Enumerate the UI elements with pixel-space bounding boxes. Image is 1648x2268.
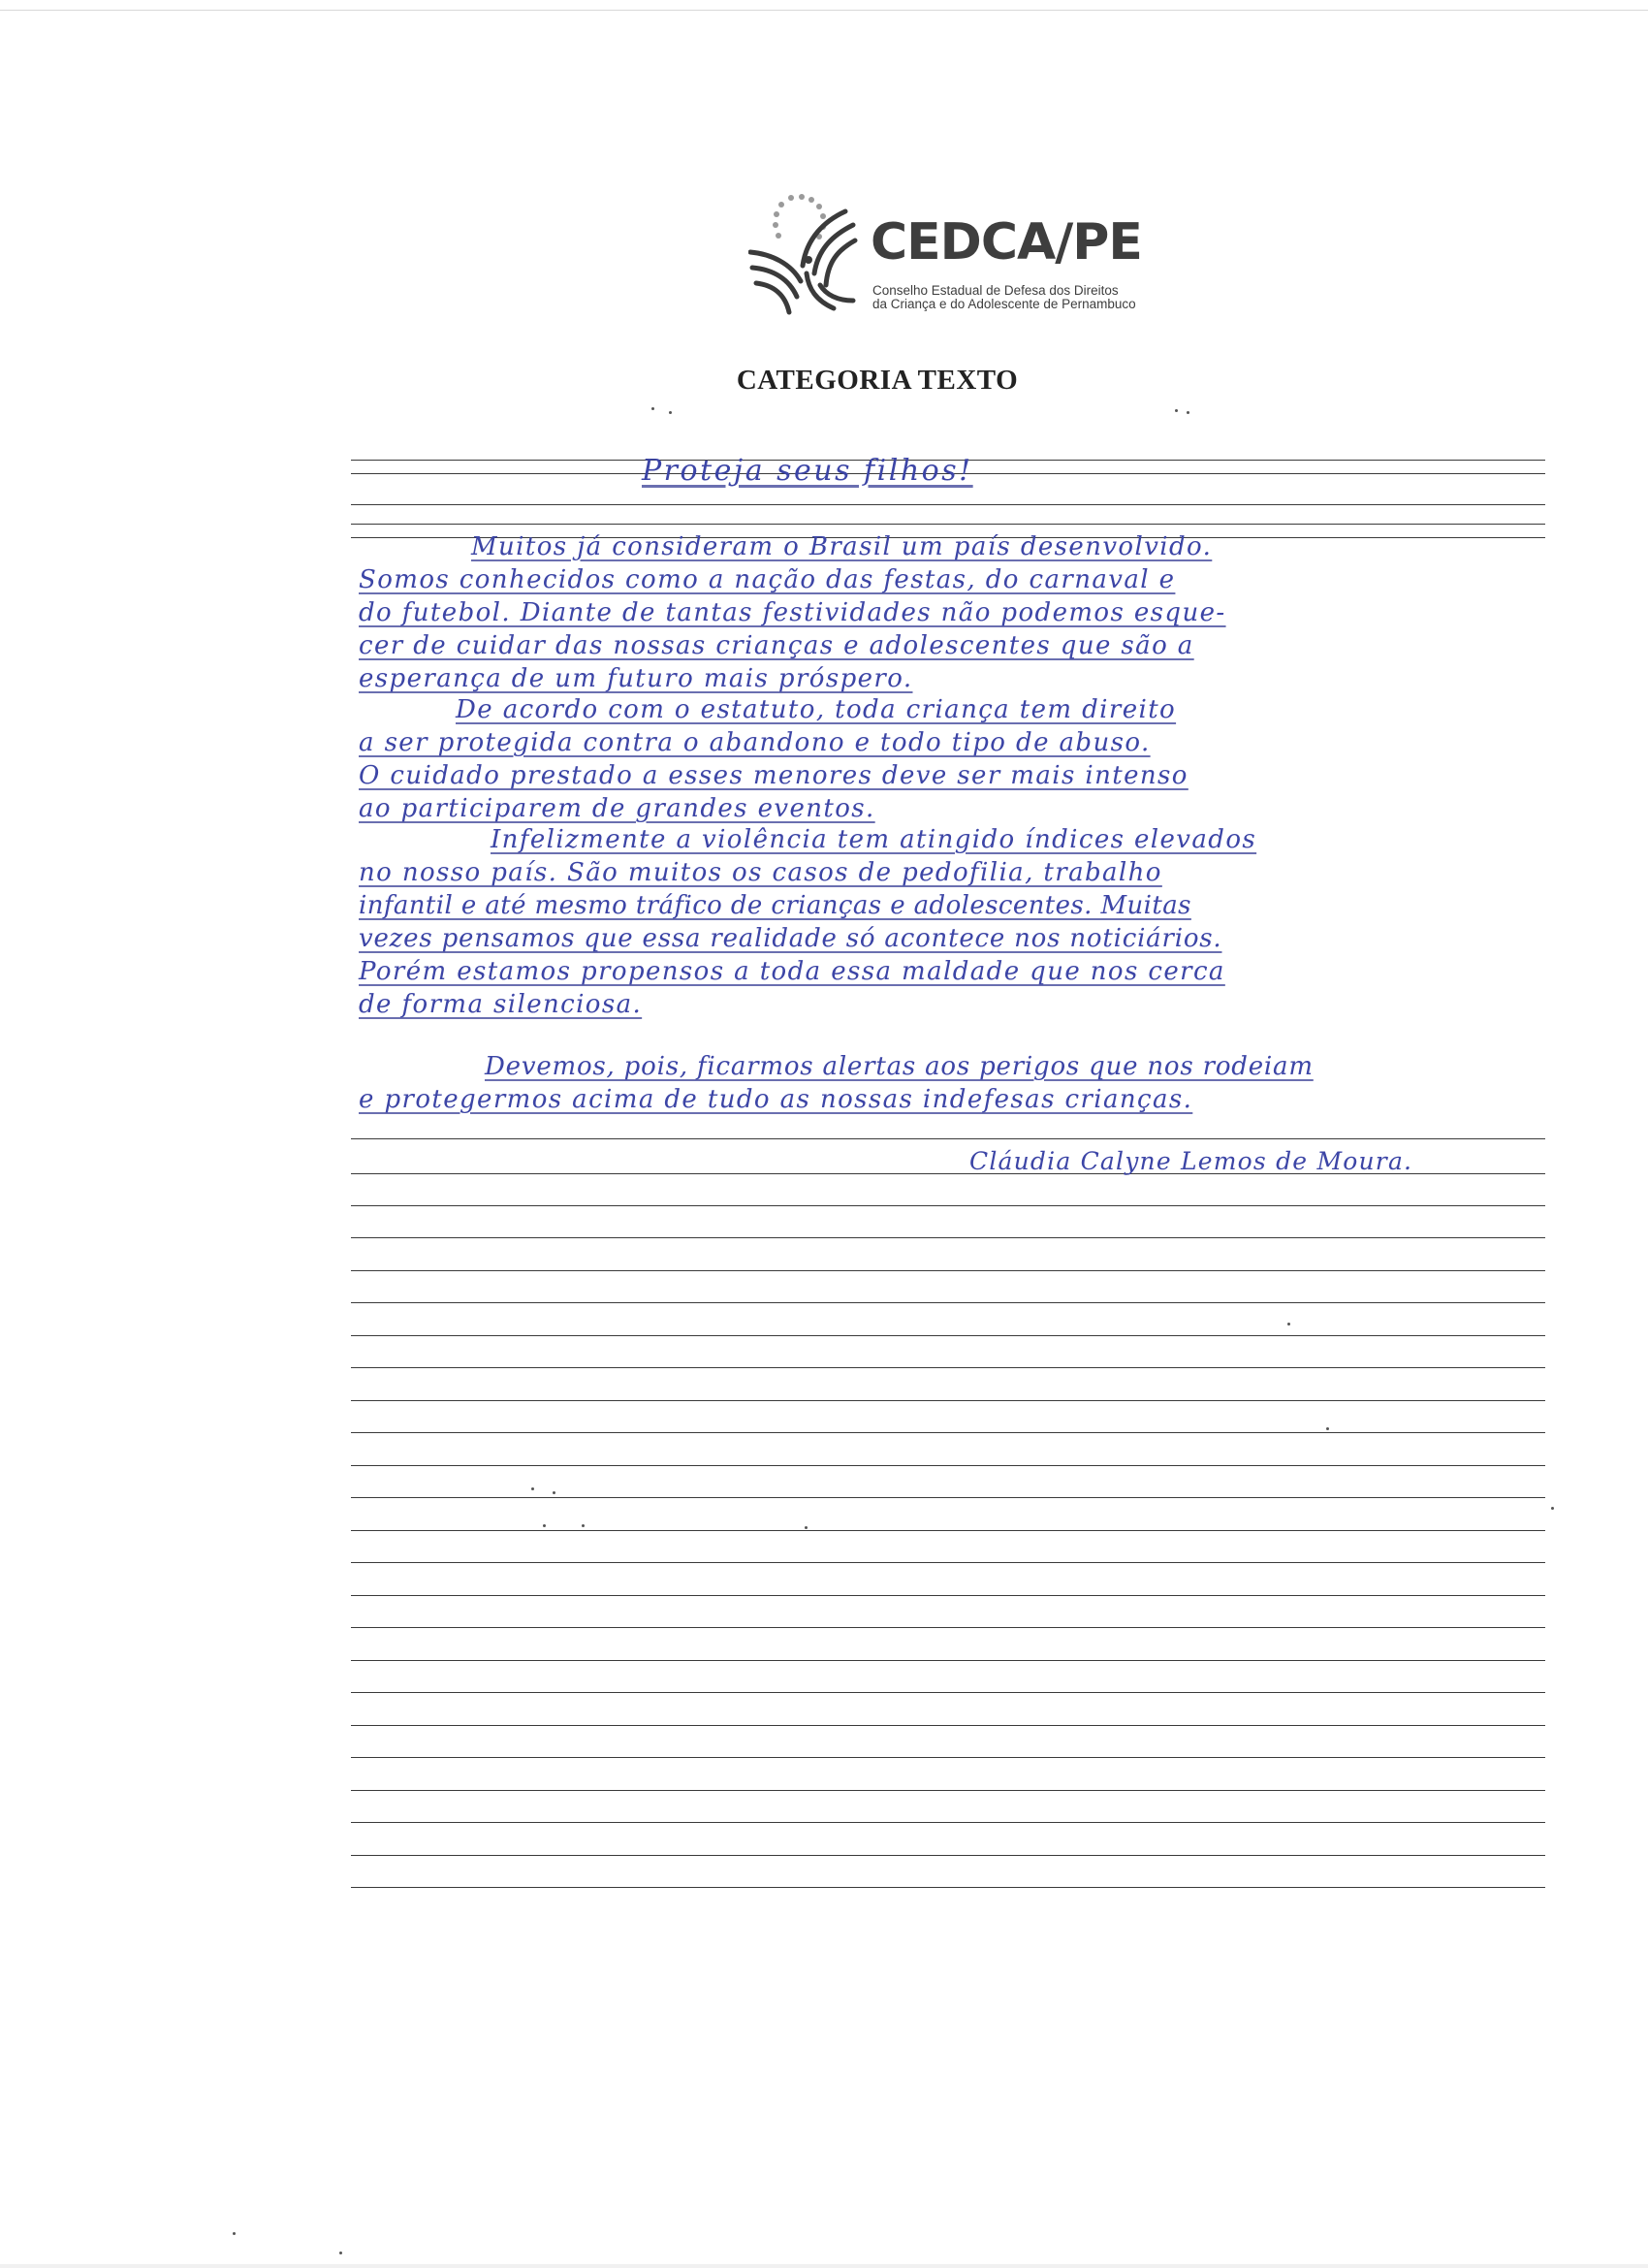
essay-line: no nosso país. São muitos os casos de pedofilia, trabalho	[359, 858, 1162, 887]
ruled-line	[351, 1367, 1545, 1368]
ruled-line	[351, 1790, 1545, 1791]
ruled-line	[351, 1465, 1545, 1466]
speck	[543, 1524, 546, 1527]
ruled-line	[351, 1627, 1545, 1628]
ruled-line	[351, 1205, 1545, 1206]
ruled-line	[351, 1432, 1545, 1433]
ruled-line	[351, 1270, 1545, 1271]
scan-edge-bottom	[0, 2264, 1648, 2268]
speck	[1175, 409, 1178, 412]
speck	[553, 1491, 555, 1494]
cedca-logo	[748, 192, 1156, 316]
logo-subtitle-line2: da Criança e do Adolescente de Pernambuco	[872, 297, 1136, 311]
essay-line: Devemos, pois, ficarmos alertas aos perigos que nos rodeiam	[485, 1052, 1314, 1081]
speck	[669, 411, 672, 414]
ruled-line	[351, 1595, 1545, 1596]
essay-line: vezes pensamos que essa realidade só acontece nos noticiários.	[359, 924, 1222, 953]
ruled-line	[351, 1692, 1545, 1693]
speck	[1187, 411, 1189, 414]
author-signature: Cláudia Calyne Lemos de Moura.	[969, 1147, 1413, 1175]
speck	[1551, 1507, 1554, 1510]
ruled-line	[351, 1335, 1545, 1336]
essay-line: cer de cuidar das nossas crianças e adolescentes que são a	[359, 631, 1194, 660]
essay-line: infantil e até mesmo tráfico de crianças e adolescentes. Muitas	[359, 891, 1191, 920]
ruled-line	[351, 1302, 1545, 1303]
ruled-line	[351, 1725, 1545, 1726]
cedca-emblem-icon	[748, 192, 872, 316]
speck	[531, 1487, 534, 1490]
ruled-line	[351, 1562, 1545, 1563]
essay-line: Infelizmente a violência tem atingido índices elevados	[491, 825, 1257, 854]
essay-title: Proteja seus filhos!	[642, 454, 973, 488]
category-heading: CATEGORIA TEXTO	[736, 365, 1019, 396]
essay-line: e protegermos acima de tudo as nossas indefesas crianças.	[359, 1085, 1193, 1114]
essay-line: Somos conhecidos como a nação das festas, do carnaval e	[359, 565, 1176, 594]
speck	[805, 1526, 808, 1529]
essay-line: Muitos já consideram o Brasil um país desenvolvido.	[471, 532, 1213, 561]
speck	[339, 2252, 342, 2254]
speck	[651, 407, 654, 410]
ruled-line	[351, 1887, 1545, 1888]
logo-subtitle-line1: Conselho Estadual de Defesa dos Direitos	[872, 283, 1119, 298]
ruled-line	[351, 1138, 1545, 1139]
essay-line: de forma silenciosa.	[359, 990, 643, 1019]
essay-line: do futebol. Diante de tantas festividades não podemos esque-	[359, 598, 1226, 627]
logo-title: CEDCA/PE	[871, 213, 1142, 272]
ruled-line	[351, 1237, 1545, 1238]
essay-line: ao participarem de grandes eventos.	[359, 794, 875, 823]
ruled-line	[351, 1497, 1545, 1498]
speck	[582, 1524, 585, 1527]
essay-line: De acordo com o estatuto, toda criança tem direito	[456, 695, 1177, 724]
essay-line: esperança de um futuro mais próspero.	[359, 664, 913, 693]
ruled-line	[351, 1530, 1545, 1531]
ruled-line	[351, 504, 1545, 505]
essay-line: O cuidado prestado a esses menores deve ser mais intenso	[359, 761, 1188, 790]
ruled-line	[351, 1660, 1545, 1661]
ruled-line	[351, 1822, 1545, 1823]
speck	[233, 2232, 236, 2235]
speck	[1326, 1427, 1329, 1430]
essay-line: a ser protegida contra o abandono e todo tipo de abuso.	[359, 728, 1151, 757]
speck	[1287, 1323, 1290, 1326]
ruled-line	[351, 1757, 1545, 1758]
scan-edge-top	[0, 10, 1648, 11]
ruled-line	[351, 524, 1545, 525]
ruled-line	[351, 1400, 1545, 1401]
ruled-line	[351, 1855, 1545, 1856]
essay-line: Porém estamos propensos a toda essa maldade que nos cerca	[359, 957, 1225, 986]
